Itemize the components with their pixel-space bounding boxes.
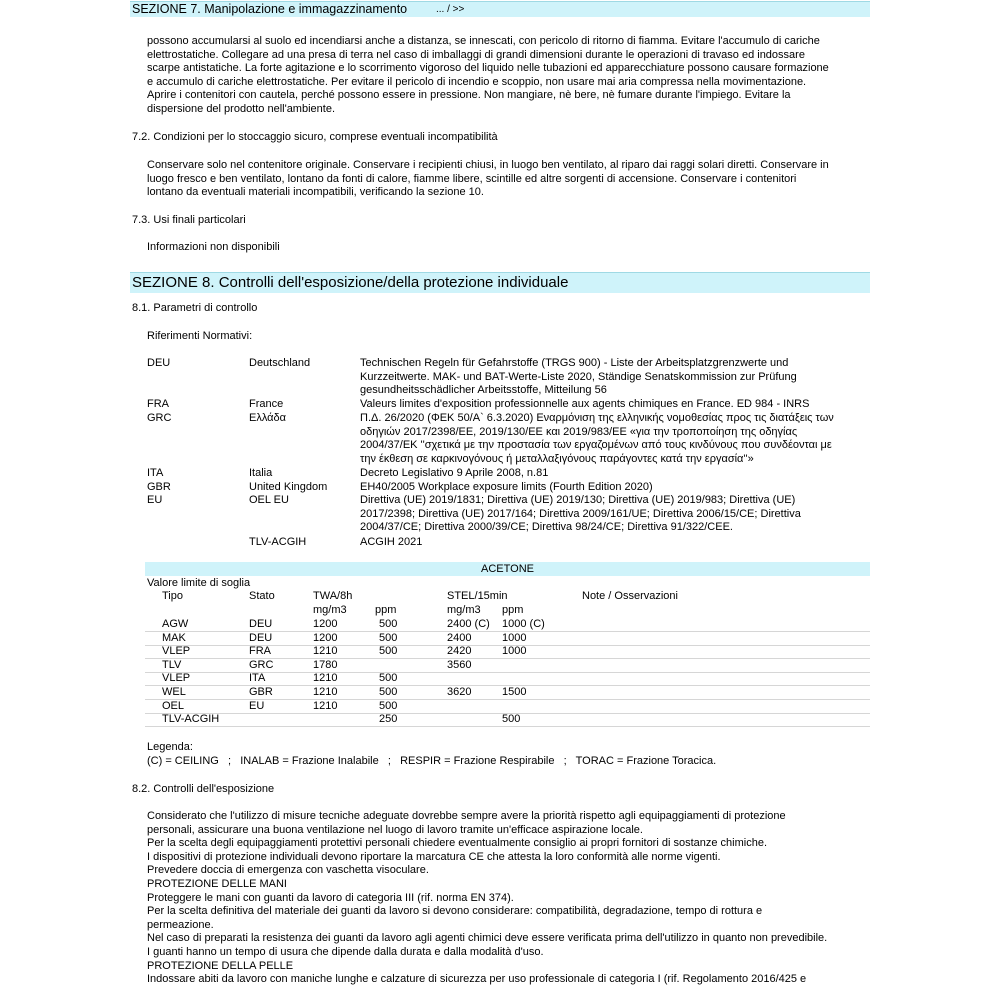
section-8-title: SEZIONE 8. Controlli dell'esposizione/della protezione individuale (132, 274, 569, 291)
legend-text: (C) = CEILING ; INALAB = Frazione Inalabile ; RESPIR = Frazione Respirabile ; TORAC = Frazione Toracica. (147, 755, 717, 767)
column-header-note: Note / Osservazioni (582, 590, 678, 602)
table-cell-twa-ppm: 250 (379, 713, 398, 726)
table-cell-twa-ppm: 500 (379, 699, 398, 712)
column-header-tipo: Tipo (162, 590, 183, 602)
text-line: Technischen Regeln für Gefahrstoffe (TRGS 900) - Liste der Arbeitsplatzgrenzwerte und (360, 357, 789, 369)
text-line: 2004/37/CE; Direttiva 2000/39/CE; Direttiva 98/24/CE; Direttiva 91/322/CEE. (360, 521, 733, 534)
table-cell-stel-ppm: 1000 (C) (502, 618, 545, 630)
subsection-8-1-title: 8.1. Parametri di controllo (132, 302, 258, 314)
table-cell-tipo: VLEP (162, 645, 191, 658)
text-line: Valeurs limites d'exposition professionnelle aux agents chimiques en France. ED 984 - INRS (360, 398, 810, 410)
table-cell-twa-ppm: 500 (379, 618, 398, 630)
table-cell-stel-ppm: 1500 (502, 686, 527, 698)
unit-header-twa-mg: mg/m3 (313, 604, 347, 616)
table-cell-twa-ppm: 500 (379, 631, 398, 644)
continued-marker: ... / >> (436, 4, 465, 15)
table-cell-stel-mg: 2400 (447, 631, 472, 644)
text-line: e accumulo di cariche elettrostatiche. Per evitare il pericolo di incendio e scoppio, non usare mai aria compressa nella movimentazione. (147, 75, 807, 88)
text-line: Proteggere le mani con guanti da lavoro di categoria III (rif. norma EN 374). (147, 891, 514, 904)
reference-text (360, 494, 860, 535)
reference-text (360, 481, 860, 495)
table-cell-twa-mg: 1780 (313, 658, 338, 671)
table-cell-twa-ppm: 500 (379, 645, 398, 658)
column-header-stato: Stato (249, 590, 275, 602)
text-line: Kurzzeitwerte. MAK- und BAT-Werte-Liste 2020, Ständige Senatskommission zur Prüfung (360, 370, 797, 383)
text-line: οδηγιών 2017/2398/ΕΕ, 2019/130/ΕΕ και 2019/983/ΕΕ «για την τροποποίηση της οδηγίας (360, 425, 798, 438)
legend-title: Legenda: (147, 741, 193, 753)
table-cell-stato: EU (249, 699, 265, 712)
text-line: Conservare solo nel contenitore originale. Conservare i recipienti chiusi, in luogo ben ventilato, al riparo dai raggi solari diretti. Conservare in (147, 159, 829, 171)
reference-country: TLV-ACGIH (249, 536, 307, 548)
reference-text (360, 467, 860, 481)
reference-country: France (249, 398, 284, 410)
reference-text (360, 412, 860, 466)
table-cell-stato: DEU (249, 618, 273, 630)
subsection-7-3-text: Informazioni non disponibili (147, 241, 280, 253)
text-line: Nel caso di preparati la resistenza dei guanti da lavoro agli agenti chimici deve essere verificata prima dell'utilizzo in quanto non prevedibile. (147, 932, 828, 945)
table-cell-stel-ppm: 1000 (502, 645, 527, 658)
text-line: την έκθεση σε καρκινογόνους ή μεταλλαξιγόνους παράγοντες κατά την εργασία''» (360, 452, 754, 465)
subsection-8-2-title: 8.2. Controlli dell'esposizione (132, 783, 275, 795)
reference-text (360, 536, 860, 550)
text-line: I dispositivi di protezione individuali devono riportare la marcatura CE che attesta la loro conformità alle norme vigenti. (147, 850, 721, 863)
text-line: PROTEZIONE DELLE MANI (147, 877, 287, 890)
reference-text (360, 398, 860, 412)
table-cell-stato: ITA (249, 672, 266, 685)
subsection-8-2-paragraph (147, 810, 847, 987)
table-cell-twa-ppm: 500 (379, 672, 398, 685)
section-7-header (130, 1, 870, 17)
table-cell-stato: FRA (249, 645, 271, 658)
section-7-paragraph (147, 35, 847, 117)
reference-country: Italia (249, 467, 273, 479)
reference-code: EU (147, 494, 163, 506)
text-line: Indossare abiti da lavoro con maniche lunghe e calzature di sicurezza per uso professionale di categoria I (rif. Regolamento 2016/425 e (147, 973, 807, 986)
unit-header-stel-mg: mg/m3 (447, 604, 481, 616)
table-cell-tipo: WEL (162, 686, 186, 698)
table-cell-stato: GBR (249, 686, 273, 698)
reference-country: Ελλάδα (249, 412, 287, 424)
table-cell-tipo: OEL (162, 699, 185, 712)
table-cell-stel-ppm: 500 (502, 713, 521, 726)
reference-country: United Kingdom (249, 481, 328, 493)
table-cell-stato: GRC (249, 658, 274, 671)
column-header-stel: STEL/15min (447, 590, 508, 602)
column-header-twa: TWA/8h (313, 590, 353, 602)
text-line: Per la scelta definitiva del materiale dei guanti da lavoro si devono considerare: compatibilità, degradazione, tempo di rottura e (147, 905, 763, 918)
subsection-7-2-paragraph (147, 159, 847, 200)
text-line: scarpe antistatiche. La forte agitazione e lo scorrimento vigoroso del liquido nelle tubazioni ed apparecchiature possono causare formazione (147, 62, 829, 75)
table-row-divider (145, 726, 870, 727)
table-cell-twa-mg: 1210 (313, 699, 338, 712)
table-cell-tipo: TLV-ACGIH (162, 713, 220, 726)
table-cell-tipo: MAK (162, 631, 186, 644)
references-heading: Riferimenti Normativi: (147, 330, 253, 342)
table-cell-stel-mg: 2400 (C) (447, 618, 490, 630)
text-line: EH40/2005 Workplace exposure limits (Fourth Edition 2020) (360, 481, 653, 493)
text-line: gesundheitsschädlicher Arbeitsstoffe, Mitteilung 56 (360, 384, 607, 397)
subsection-7-3-title: 7.3. Usi finali particolari (132, 214, 246, 226)
unit-header-twa-ppm: ppm (375, 604, 397, 616)
reference-country: OEL EU (249, 494, 289, 506)
text-line: dispersione del prodotto nell'ambiente. (147, 102, 335, 115)
table-cell-stel-ppm: 1000 (502, 631, 527, 644)
table-cell-twa-ppm: 500 (379, 686, 398, 698)
table-cell-tipo: VLEP (162, 672, 191, 685)
table-cell-twa-mg: 1200 (313, 618, 338, 630)
text-line: I guanti hanno un tempo di usura che dipende dalla durata e dalla modalità d'uso. (147, 945, 544, 958)
text-line: Decreto Legislativo 9 Aprile 2008, n.81 (360, 467, 549, 479)
reference-code: GBR (147, 481, 171, 493)
table-cell-stel-mg: 3620 (447, 686, 472, 698)
reference-country: Deutschland (249, 357, 311, 369)
reference-text (360, 357, 860, 398)
text-line: Direttiva (UE) 2019/1831; Direttiva (UE) 2019/130; Direttiva (UE) 2019/983; Direttiva (UE) (360, 494, 796, 506)
text-line: Π.Δ. 26/2020 (ΦΕΚ 50/Α` 6.3.2020) Εναρμόνιση της ελληνικής νομοθεσίας προς τις διατάξεις των (360, 412, 834, 424)
text-line: personali, assicurare una buona ventilazione nel luogo di lavoro tramite un'efficace aspirazione locale. (147, 823, 643, 836)
text-line: possono accumularsi al suolo ed incendiarsi anche a distanza, se innescati, con pericolo di ritorno di fiamma. Evitare l'accumulo di cariche (147, 35, 820, 47)
text-line: Aprire i contenitori con cautela, perché possono essere in pressione. Non mangiare, nè bere, nè fumare durante l'impiego. Evitare la (147, 89, 791, 102)
subsection-7-2-title: 7.2. Condizioni per lo stoccaggio sicuro, comprese eventuali incompatibilità (132, 131, 498, 143)
text-line: Per la scelta degli equipaggiamenti protettivi personali chiedere eventualmente consiglio ai propri fornitori di sostanze chimiche. (147, 837, 768, 850)
substance-header: ACETONE (145, 562, 870, 576)
table-cell-tipo: TLV (162, 658, 182, 671)
table-cell-stel-mg: 2420 (447, 645, 472, 658)
text-line: Prevedere doccia di emergenza con vaschetta visoculare. (147, 864, 429, 877)
text-line: luogo fresco e ben ventilato, lontano da fonti di calore, fiamme libere, scintille ed altre sorgenti di accensione. Conservare i contenitori (147, 172, 797, 185)
table-cell-stato: DEU (249, 631, 273, 644)
reference-code: GRC (147, 412, 172, 424)
table-cell-twa-mg: 1210 (313, 672, 338, 685)
table-cell-tipo: AGW (162, 618, 189, 630)
text-line: lontano da eventuali materiali incompatibili, verificando la sezione 10. (147, 186, 484, 199)
table-cell-twa-mg: 1210 (313, 686, 338, 698)
table-caption: Valore limite di soglia (147, 577, 251, 589)
text-line: elettrostatiche. Collegare ad una presa di terra nel caso di imballaggi di grandi dimensioni durante le operazioni di travaso ed indossare (147, 48, 805, 61)
reference-code: DEU (147, 357, 171, 369)
section-8-header (130, 272, 870, 293)
reference-code: FRA (147, 398, 169, 410)
text-line: Considerato che l'utilizzo di misure tecniche adeguate dovrebbe sempre avere la priorità rispetto agli equipaggiamenti di protezione (147, 810, 786, 822)
table-cell-twa-mg: 1210 (313, 645, 338, 658)
text-line: permeazione. (147, 918, 214, 931)
text-line: ACGIH 2021 (360, 536, 423, 548)
unit-header-stel-ppm: ppm (502, 604, 524, 616)
reference-code: ITA (147, 467, 164, 479)
text-line: 2004/37/ΕΚ ''σχετικά με την προστασία των εργαζομένων από τους κινδύνους που συνδέονται με (360, 439, 832, 452)
table-cell-stel-mg: 3560 (447, 658, 472, 671)
text-line: 2017/2398; Direttiva (UE) 2017/164; Direttiva 2009/161/UE; Direttiva 2006/15/CE; Direttiva (360, 507, 801, 520)
section-7-title: SEZIONE 7. Manipolazione e immagazzinamento (132, 2, 408, 16)
table-cell-twa-mg: 1200 (313, 631, 338, 644)
text-line: PROTEZIONE DELLA PELLE (147, 959, 294, 972)
